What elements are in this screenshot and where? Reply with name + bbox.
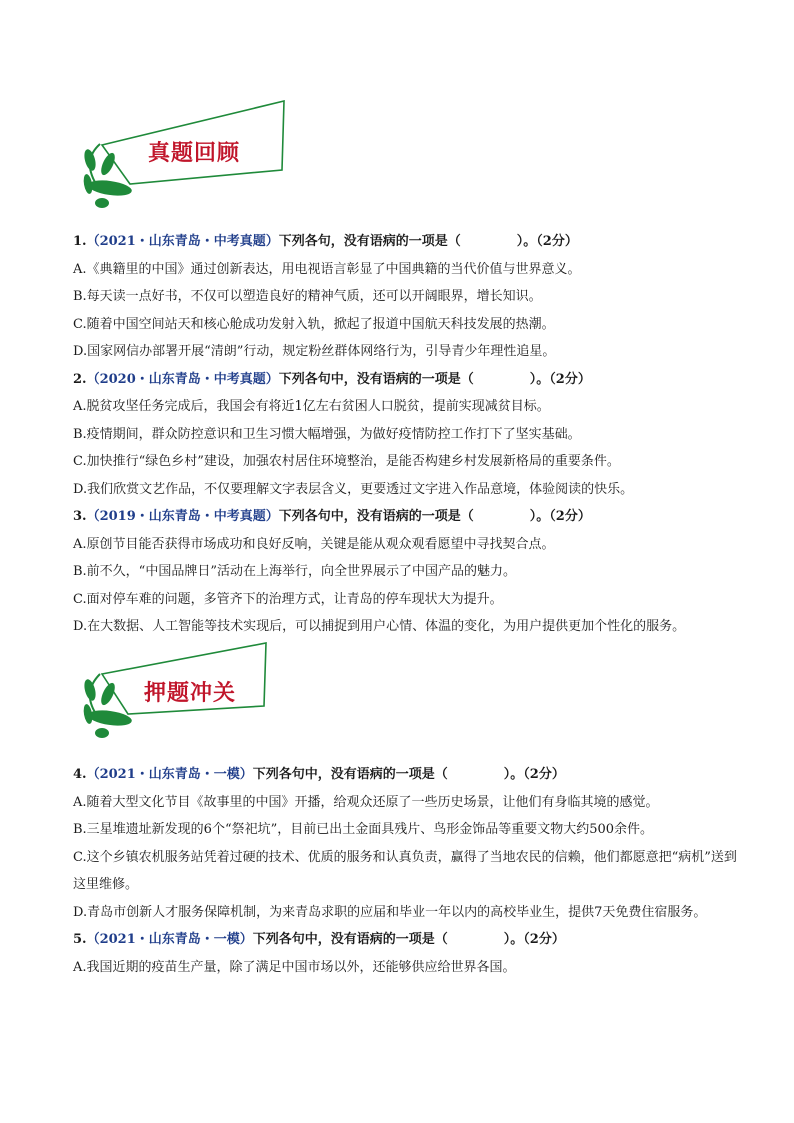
- option-a: A.脱贫攻坚任务完成后，我国会有将近1亿左右贫困人口脱贫，提前实现减贫目标。: [73, 399, 550, 414]
- option-c: C.加快推行“绿色乡村”建设，加强农村居住环境整治，是能否构建乡村发展新格局的重要条件。: [73, 454, 620, 469]
- option-c: C.面对停车难的问题，多管齐下的治理方式，让青岛的停车现状大为提升。: [73, 591, 503, 607]
- question-3-stem: 3.（2019・山东青岛・中考真题）下列各句中，没有语病的一项是（ ）。（2分）: [73, 509, 591, 524]
- section-review-content: [73, 228, 743, 641]
- option-a: A.随着大型文化节目《故事里的中国》开播，给观众还原了一些历史场景，让他们有身临其境的感觉。: [73, 794, 659, 810]
- section-banner-practice: [78, 642, 288, 762]
- question-4-stem: 4.（2021・山东青岛・一模）下列各句中，没有语病的一项是（ ）。（2分）: [73, 767, 565, 782]
- option-c: C.随着中国空间站天和核心舱成功发射入轨，掀起了报道中国航天科技发展的热潮。: [73, 316, 555, 332]
- option-d: D.在大数据、人工智能等技术实现后，可以捕捉到用户心情、体温的变化，为用户提供更加个性化的服务。: [73, 619, 686, 634]
- option-a: A.原创节目能否获得市场成功和良好反响，关键是能从观众观看愿望中寻找契合点。: [73, 536, 555, 552]
- option-d: D.我们欣赏文艺作品，不仅要理解文字表层含义，更要透过文字进入作品意境，体验阅读的快乐。: [73, 481, 634, 497]
- question-2-stem: 2.（2020・山东青岛・中考真题）下列各句中，没有语病的一项是（ ）。（2分）: [73, 371, 591, 387]
- section-practice-content: [73, 761, 743, 981]
- option-b: B.疫情期间，群众防控意识和卫生习惯大幅增强，为做好疫情防控工作打下了坚实基础。: [73, 426, 581, 442]
- option-d: D.国家网信办部署开展“清朗”行动，规定粉丝群体网络行为，引导青少年理性追星。: [73, 344, 556, 359]
- question-1-stem: 1.（2021・山东青岛・中考真题）下列各句，没有语病的一项是（ ）。（2分）: [73, 234, 578, 249]
- question-source: （2021・山东青岛・一模）: [86, 767, 253, 782]
- option-d: D.青岛市创新人才服务保障机制，为来青岛求职的应届和毕业一年以内的高校毕业生，提供7天免费住宿服务。: [73, 904, 707, 920]
- question-source: （2020・山东青岛・中考真题）: [86, 371, 279, 387]
- option-b: B.每天读一点好书，不仅可以塑造良好的精神气质，还可以开阔眼界，增长知识。: [73, 289, 542, 304]
- option-a: A.我国近期的疫苗生产量，除了满足中国市场以外，还能够供应给世界各国。: [73, 959, 516, 975]
- question-source: （2021・山东青岛・中考真题）: [86, 234, 279, 249]
- section-banner-review: [78, 100, 288, 220]
- option-c: C.这个乡镇农机服务站凭着过硬的技术、优质的服务和认真负责，赢得了当地农民的信赖，他们都愿意把“病机”送到这里维修。: [73, 849, 737, 892]
- question-source: （2021・山东青岛・一模）: [86, 932, 253, 947]
- option-b: B.前不久，“中国品牌日”活动在上海举行，向全世界展示了中国产品的魅力。: [73, 564, 516, 579]
- question-source: （2019・山东青岛・中考真题）: [86, 509, 279, 524]
- option-a: A.《典籍里的中国》通过创新表达，用电视语言彰显了中国典籍的当代价值与世界意义。: [73, 261, 581, 277]
- option-b: B.三星堆遗址新发现的6个“祭祀坑”，目前已出土金面具残片、鸟形金饰品等重要文物大约500余件。: [73, 822, 654, 837]
- section-title: 真题回顾: [148, 140, 241, 166]
- question-5-stem: 5.（2021・山东青岛・一模）下列各句中，没有语病的一项是（ ）。（2分）: [73, 932, 565, 947]
- section-title: 押题冲关: [144, 680, 237, 706]
